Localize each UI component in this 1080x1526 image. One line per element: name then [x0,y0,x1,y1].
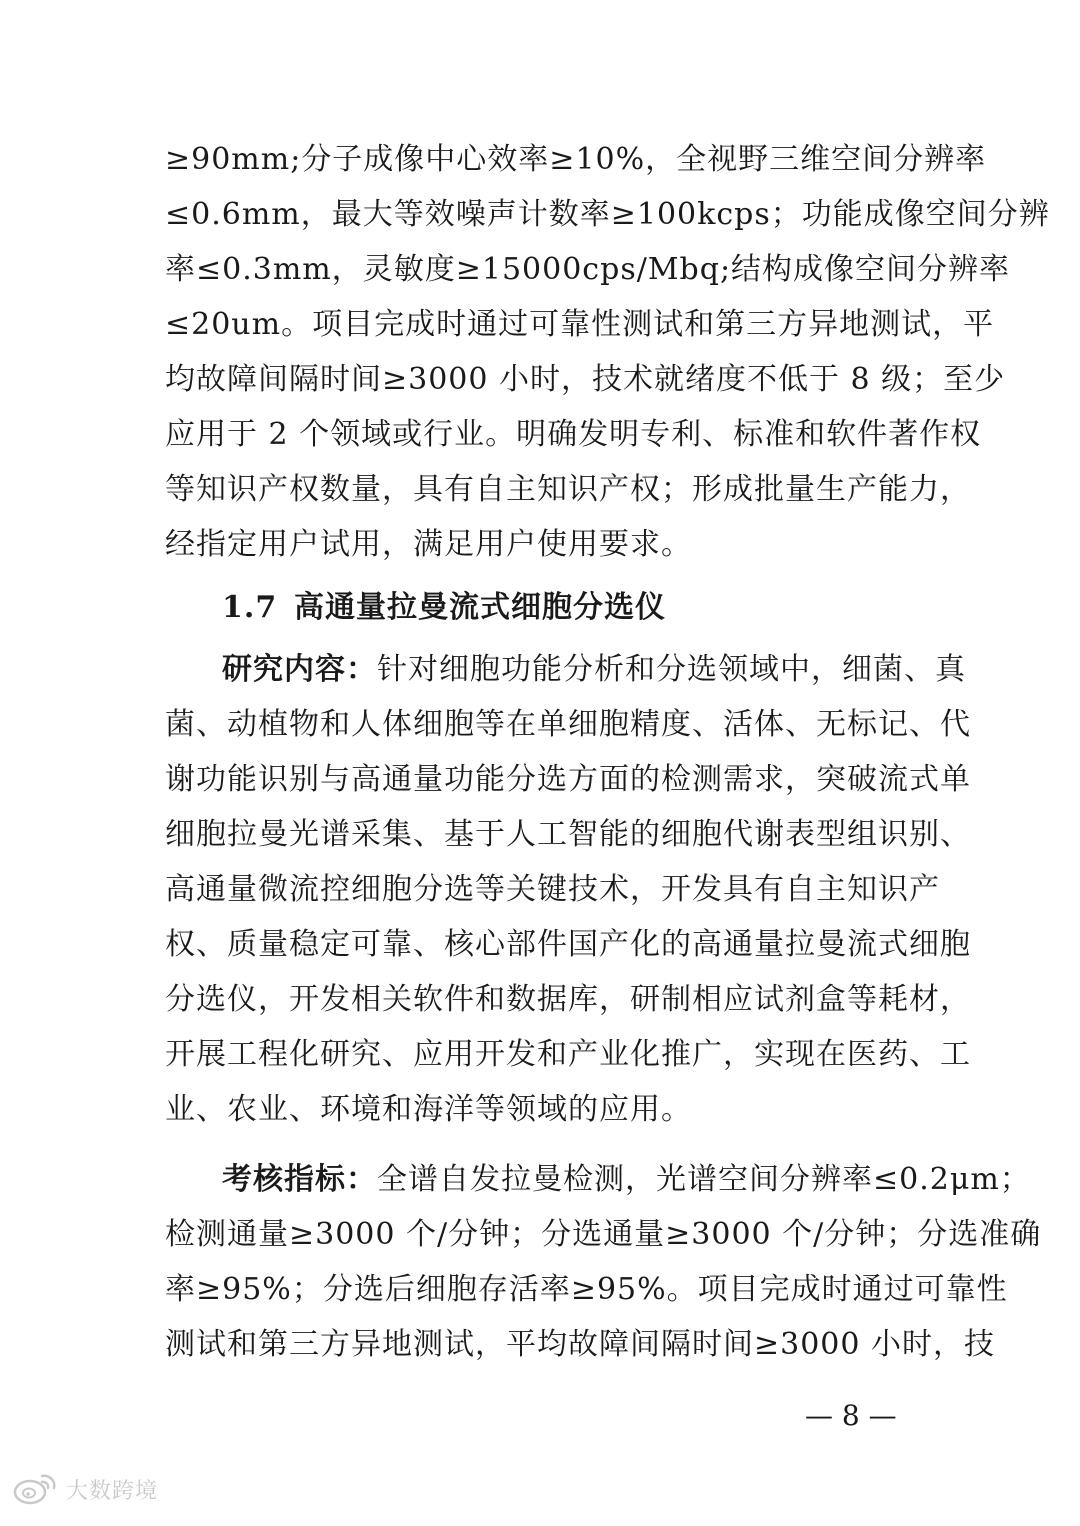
watermark [12,1468,158,1510]
text-line: 细胞拉曼光谱采集、基于人工智能的细胞代谢表型组识别、 [165,817,971,852]
text-line: 高通量微流控细胞分选等关键技术，开发具有自主知识产 [165,872,940,907]
section-number: 1.7 [222,590,278,625]
text-line: ≤20um。项目完成时通过可靠性测试和第三方异地测试，平 [165,307,995,342]
text-line: 菌、动植物和人体细胞等在单细胞精度、活体、无标记、代 [165,707,971,742]
watermark-text: 大数跨境 [66,1478,159,1504]
research-text: 针对细胞功能分析和分选领域中，细菌、真 [377,652,966,687]
text-line: ≥90mm;分子成像中心效率≥10%，全视野三维空间分辨率 [165,142,987,177]
text-line: 测试和第三方异地测试，平均故障间隔时间≥3000 小时，技 [165,1327,996,1362]
research-label: 研究内容： [222,652,377,687]
text-line: 率≤0.3mm，灵敏度≥15000cps/Mbq;结构成像空间分辨率 [165,252,1011,287]
text-line: 等知识产权数量，具有自主知识产权；形成批量生产能力， [165,472,971,507]
text-line: 经指定用户试用，满足用户使用要求。 [165,527,692,562]
text-line: 率≥95%；分选后细胞存活率≥95%。项目完成时通过可靠性 [165,1272,1008,1307]
text-line: 业、农业、环境和海洋等领域的应用。 [165,1092,692,1127]
section-heading [222,588,666,628]
text-line: ≤0.6mm，最大等效噪声计数率≥100kcps；功能成像空间分辨 [165,197,1050,232]
text-line: 检测通量≥3000 个/分钟；分选通量≥3000 个/分钟；分选准确 [165,1217,1042,1252]
section-title: 高通量拉曼流式细胞分选仪 [294,590,666,625]
assessment-first-line [222,1160,1031,1200]
page-number: — 8 — [805,1399,897,1432]
text-line: 应用于 2 个领域或行业。明确发明专利、标准和软件著作权 [165,417,982,452]
text-line: 权、质量稳定可靠、核心部件国产化的高通量拉曼流式细胞 [165,927,971,962]
text-line: 均故障间隔时间≥3000 小时，技术就绪度不低于 8 级；至少 [165,362,1006,397]
text-line: 谢功能识别与高通量功能分选方面的检测需求，突破流式单 [165,762,971,797]
assessment-text: 全谱自发拉曼检测，光谱空间分辨率≤0.2μm； [377,1162,1031,1197]
research-first-line [222,650,966,690]
assessment-label: 考核指标： [222,1162,377,1197]
weibo-logo-icon [12,1472,58,1506]
text-line: 开展工程化研究、应用开发和产业化推广，实现在医药、工 [165,1037,971,1072]
text-line: 分选仪，开发相关软件和数据库，研制相应试剂盒等耗材， [165,982,971,1017]
